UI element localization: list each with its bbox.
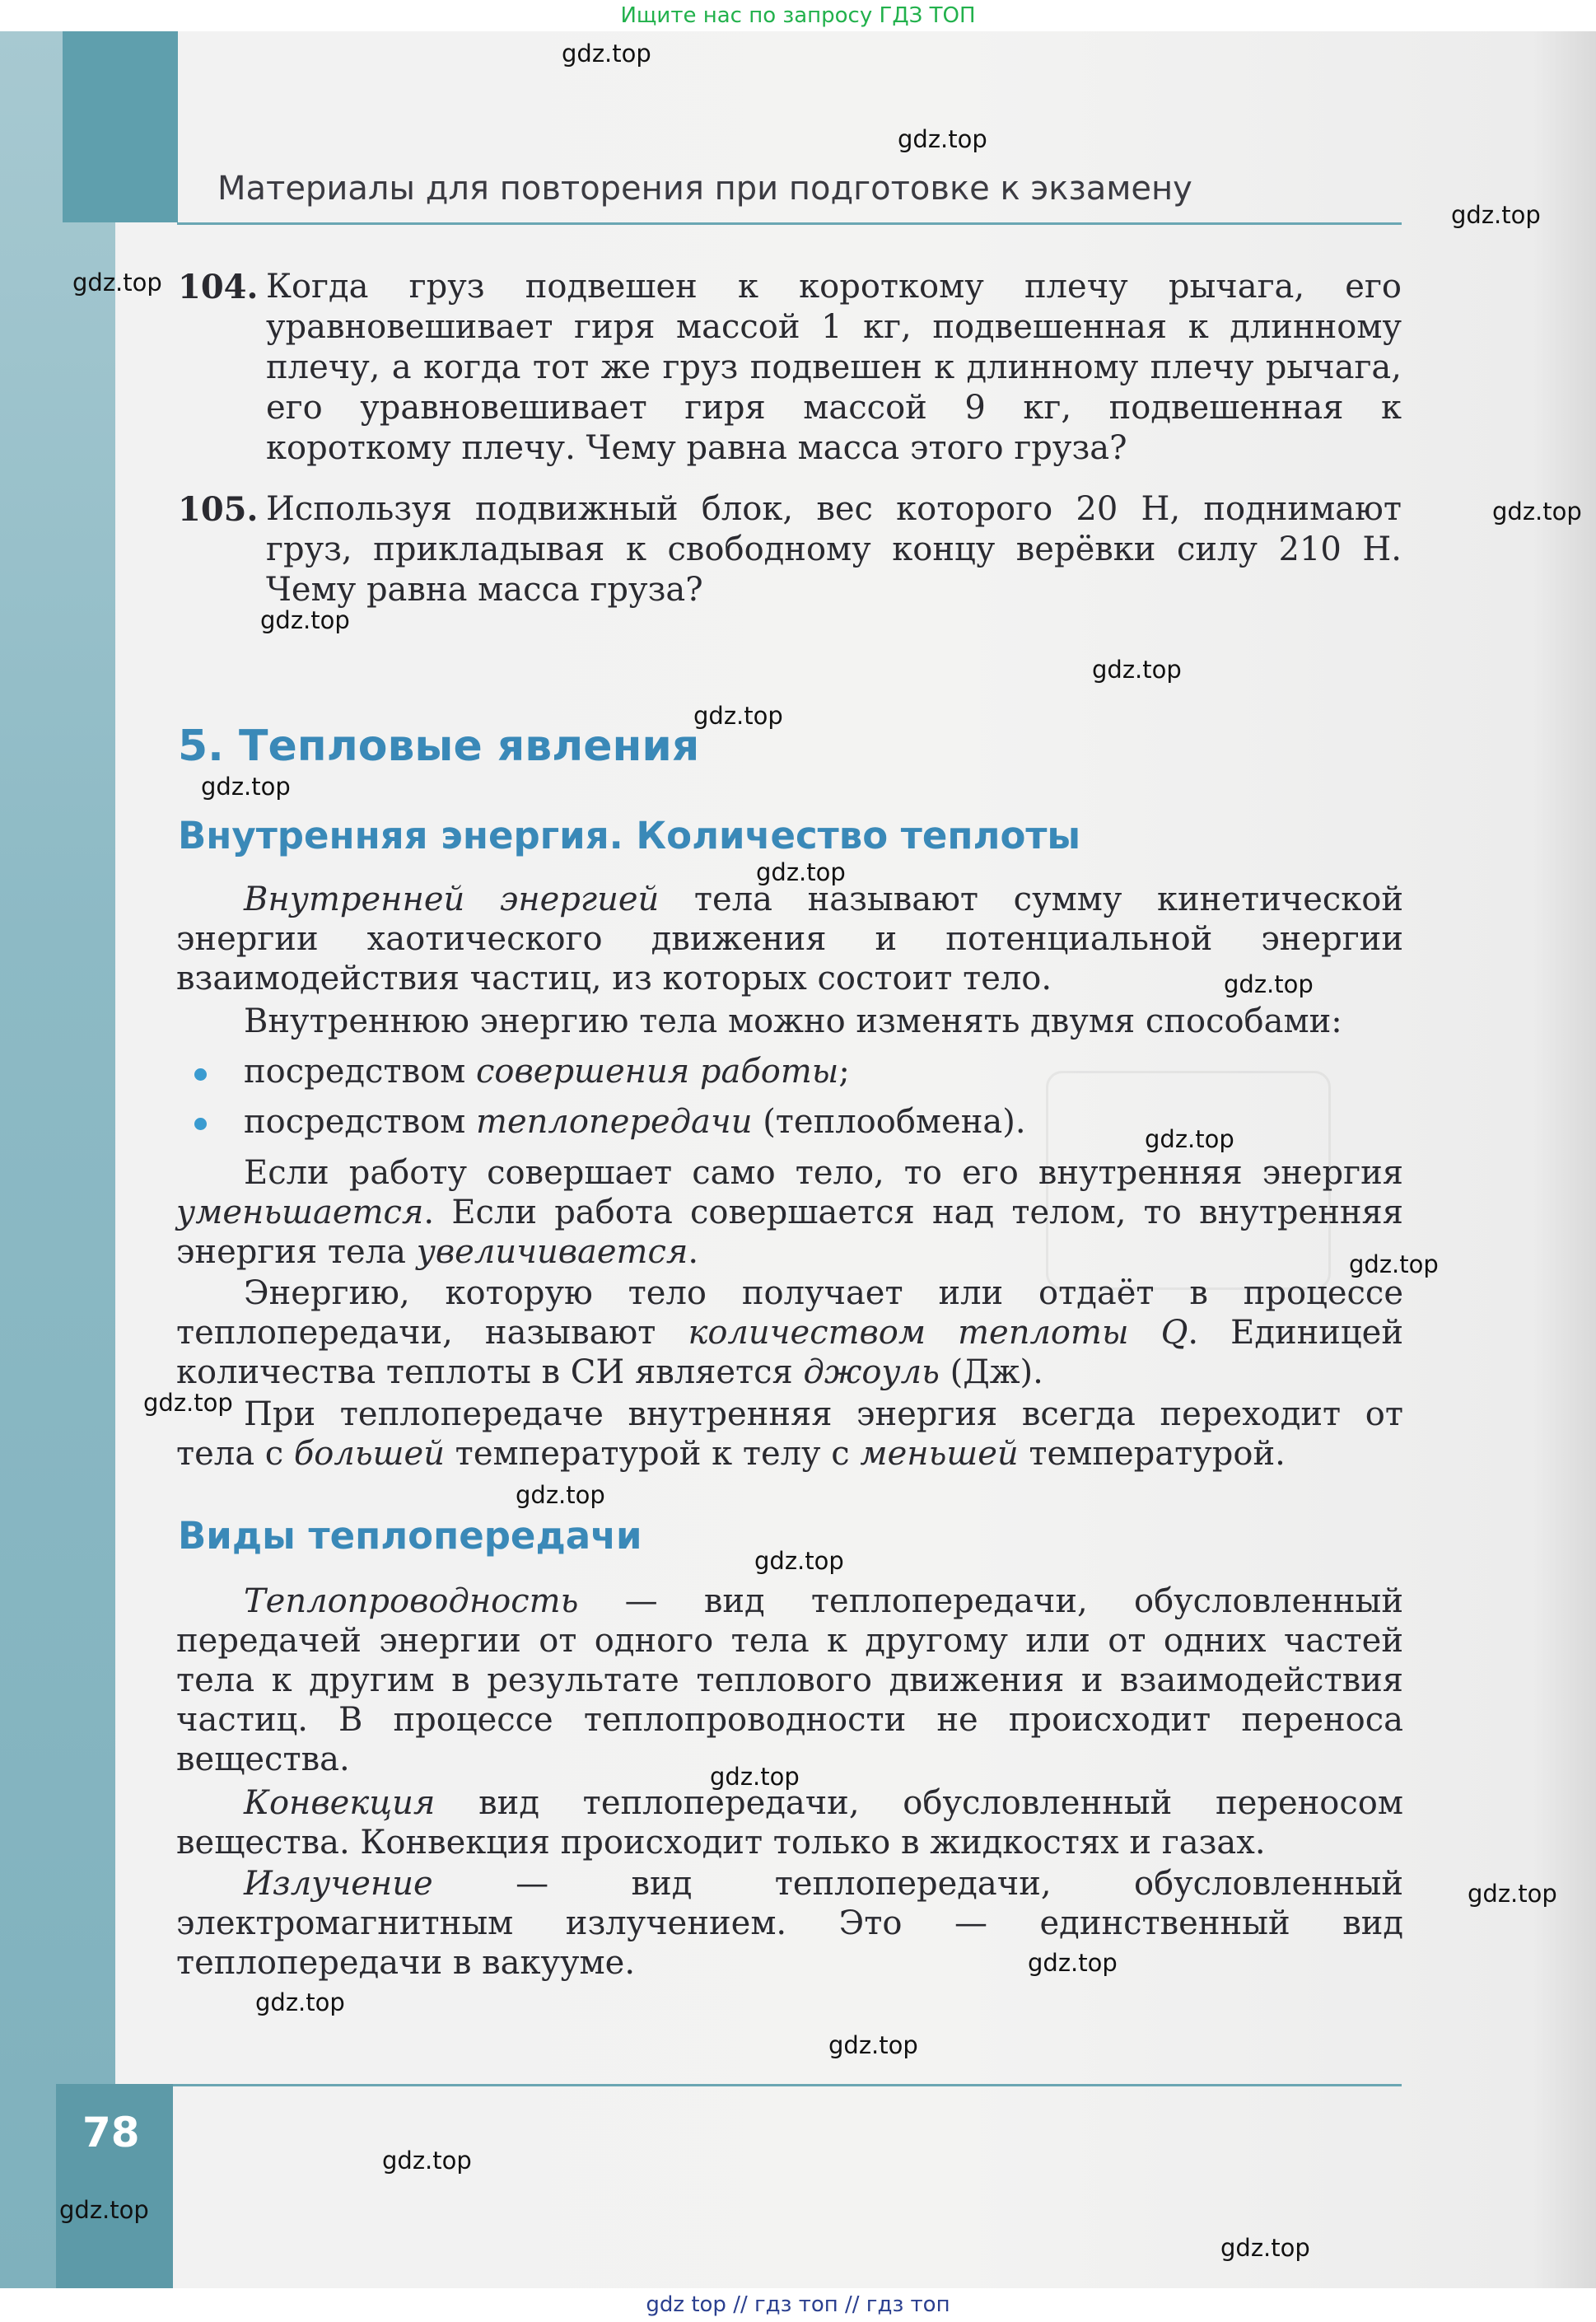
term: Внутренней энергией — [244, 881, 660, 918]
bullet-text: ; — [838, 1053, 850, 1091]
section-title: 5. Тепловые явления — [178, 722, 700, 771]
watermark: gdz.top — [1092, 656, 1182, 684]
page-number: 78 — [82, 2109, 140, 2156]
paragraph-text: Энергию, которую тело получает или отдаёт в процессе теплопередачи, называют — [176, 1274, 1403, 1352]
watermark: gdz.top — [260, 606, 350, 634]
watermark: gdz.top — [143, 1389, 233, 1417]
header-band — [63, 31, 178, 222]
watermark: gdz.top — [1451, 201, 1541, 229]
watermark: gdz.top — [59, 2196, 149, 2224]
watermark: gdz.top — [898, 125, 987, 153]
paragraph-text: температурой. — [1018, 1435, 1286, 1473]
watermark: gdz.top — [516, 1481, 605, 1509]
paragraph-text: При теплопередаче внутренняя энергия всегда переходит от тела с — [176, 1395, 1403, 1473]
paragraph-text: — вид теплопередачи, обусловленный передачей энергии от одного тела к другому или от одних частей тела к другим в результате теплового движения и взаимодействия частиц. В процессе теплопроводности не происходит переноса вещества. — [176, 1582, 1403, 1778]
term: уменьшается — [176, 1194, 424, 1231]
term: увеличивается — [416, 1233, 688, 1271]
paragraph-text: Внутреннюю энергию тела можно изменять двумя способами: — [244, 1002, 1342, 1040]
paragraph-radiation — [176, 1864, 1403, 1983]
term: джоуль — [803, 1353, 940, 1391]
paragraph-text: . — [688, 1233, 699, 1271]
paragraph-convection — [176, 1783, 1403, 1862]
problem-number: 104. — [178, 268, 259, 306]
bullet-item-heat — [244, 1102, 1026, 1142]
watermark: gdz.top — [828, 2031, 918, 2059]
term: совершения работы — [476, 1053, 839, 1091]
watermark: gdz.top — [1492, 498, 1582, 526]
paragraph-text: . Единицей количества теплоты в СИ является — [176, 1314, 1403, 1391]
paragraph-text: . Если работа совершается над телом, то внутренняя энергия тела — [176, 1194, 1403, 1271]
paragraph-definition — [176, 880, 1403, 998]
problem-number: 105. — [178, 490, 259, 529]
term: Теплопроводность — [244, 1582, 579, 1620]
paragraph-work — [176, 1153, 1403, 1272]
term: Излучение — [244, 1865, 433, 1903]
watermark: gdz.top — [756, 858, 846, 886]
paragraph-text: тела называют сумму кинетической энергии хаотического движения и потенциальной энергии взаимодействия частиц, из которых состоит тело. — [176, 881, 1404, 997]
term: теплопередачи — [476, 1103, 753, 1141]
watermark: gdz.top — [1224, 970, 1314, 998]
watermark: gdz.top — [1349, 1250, 1439, 1278]
problem-text: Используя подвижный блок, вес которого 20 Н, поднимают груз, прикладывая к свободному концу верёвки силу 210 Н. Чему равна масса груза? — [266, 490, 1402, 609]
term: Конвекция — [244, 1784, 436, 1822]
subsection-title-heat-transfer: Виды теплопередачи — [178, 1514, 642, 1558]
watermark: gdz.top — [1028, 1949, 1118, 1977]
term: количеством теплоты Q — [688, 1314, 1188, 1352]
paragraph-heat-quantity — [176, 1273, 1403, 1392]
paragraph-text: Если работу совершает само тело, то его внутренняя энергия — [244, 1154, 1403, 1192]
bullet-dot-icon — [194, 1068, 207, 1081]
paragraph-direction — [176, 1395, 1403, 1474]
footer-rule — [173, 2084, 1402, 2086]
watermark: gdz.top — [1468, 1880, 1557, 1908]
watermark: gdz.top — [72, 269, 162, 297]
bullet-text: посредством — [244, 1053, 477, 1091]
paragraph-ways — [176, 1002, 1403, 1041]
problem-104 — [178, 267, 1402, 469]
watermark: gdz.top — [754, 1547, 844, 1575]
bottom-banner: gdz top // гдз топ // гдз топ — [646, 2292, 950, 2317]
paragraph-conduction — [176, 1581, 1403, 1779]
watermark: gdz.top — [710, 1763, 800, 1791]
paragraph-text: (Дж). — [939, 1353, 1043, 1391]
bullet-item-work — [244, 1052, 850, 1091]
problem-105 — [178, 489, 1402, 610]
paragraph-text: вид теплопередачи, обусловленный переносом вещества. Конвекция происходит только в жидкостях и газах. — [176, 1784, 1403, 1862]
watermark: gdz.top — [562, 40, 651, 68]
subsection-title-internal-energy: Внутренняя энергия. Количество теплоты — [178, 814, 1081, 857]
watermark: gdz.top — [201, 773, 291, 801]
watermark: gdz.top — [255, 1988, 345, 2016]
problem-text: Когда груз подвешен к короткому плечу рычага, его уравновешивает гиря массой 1 кг, подвешенная к длинному плечу, а когда тот же груз подвешен к длинному плечу рычага, его уравновешивает гиря массой 9 кг, подвешенная к короткому плечу. Чему равна масса этого груза? — [266, 268, 1402, 467]
header-rule — [177, 222, 1402, 225]
watermark: gdz.top — [693, 702, 783, 730]
term: меньшей — [860, 1435, 1019, 1473]
header-title: Материалы для повторения при подготовке к экзамену — [217, 170, 1192, 208]
bullet-dot-icon — [194, 1118, 207, 1130]
watermark: gdz.top — [1220, 2234, 1310, 2262]
bullet-text: посредством — [244, 1103, 477, 1141]
watermark: gdz.top — [1145, 1125, 1234, 1153]
term: большей — [293, 1435, 445, 1473]
top-banner: Ищите нас по запросу ГДЗ ТОП — [620, 3, 976, 28]
side-band — [0, 31, 115, 2288]
paragraph-text: — вид теплопередачи, обусловленный электромагнитным излучением. Это — единственный вид теплопередачи в вакууме. — [176, 1865, 1403, 1982]
bullet-text: (теплообмена). — [752, 1103, 1026, 1141]
paragraph-text: температурой к телу с — [444, 1435, 861, 1473]
watermark: gdz.top — [382, 2147, 472, 2175]
